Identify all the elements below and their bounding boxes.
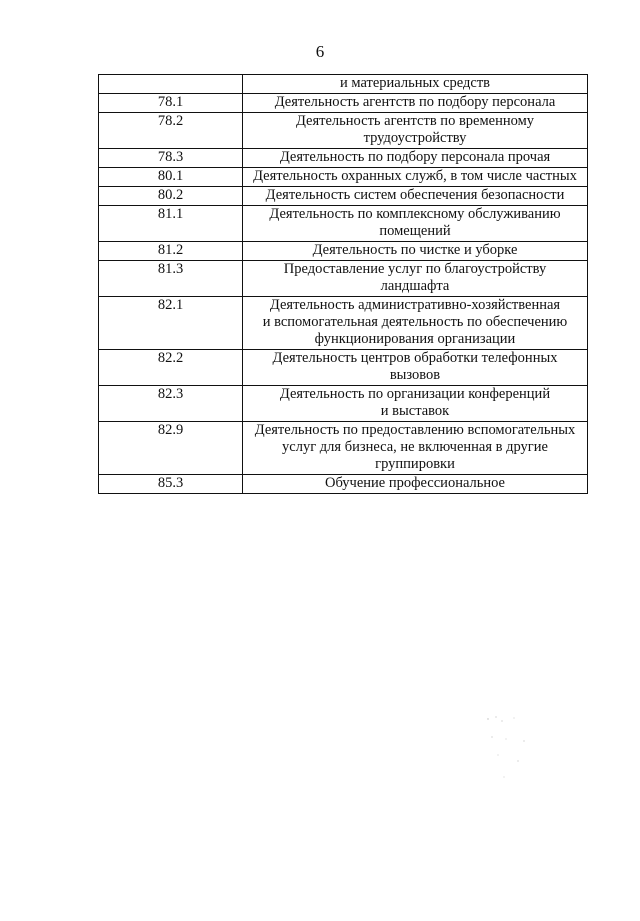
table-row (99, 94, 588, 113)
activity-description-cell: Деятельность по организации конференций и выставок (243, 386, 588, 422)
activity-description-cell: Деятельность агентств по временному трудоустройству (243, 113, 588, 149)
table-row (99, 475, 588, 494)
activity-description-cell: Деятельность по предоставлению вспомогательных услуг для бизнеса, не включенная в другие группировки (243, 422, 588, 475)
activity-description-cell: и материальных средств (243, 75, 588, 94)
activity-code-cell: 81.1 (99, 206, 243, 242)
page-number: 6 (315, 42, 325, 61)
table-row (99, 350, 588, 386)
table-row (99, 113, 588, 149)
table-row (99, 242, 588, 261)
activity-description-cell: Деятельность по комплексному обслуживанию помещений (243, 206, 588, 242)
activity-code-cell: 78.2 (99, 113, 243, 149)
activity-description-cell: Деятельность административно-хозяйственная и вспомогательная деятельность по обеспечению функционирования организации (243, 297, 588, 350)
activity-code-cell: 82.9 (99, 422, 243, 475)
table-row (99, 206, 588, 242)
activity-description-cell: Деятельность центров обработки телефонных вызовов (243, 350, 588, 386)
table-row (99, 187, 588, 206)
activity-description-cell: Деятельность систем обеспечения безопасности (243, 187, 588, 206)
activity-code-cell: 78.3 (99, 149, 243, 168)
activity-codes-table (98, 74, 588, 494)
table-row (99, 422, 588, 475)
activity-code-cell: 82.2 (99, 350, 243, 386)
table-row (99, 149, 588, 168)
activity-code-cell: 82.1 (99, 297, 243, 350)
table-row (99, 386, 588, 422)
activity-description-cell: Деятельность охранных служб, в том числе частных (243, 168, 588, 187)
table-row (99, 168, 588, 187)
activity-description-cell: Обучение профессиональное (243, 475, 588, 494)
scan-specks (480, 715, 540, 785)
activity-code-cell: 82.3 (99, 386, 243, 422)
activity-description-cell: Деятельность по чистке и уборке (243, 242, 588, 261)
activity-description-cell: Деятельность агентств по подбору персонала (243, 94, 588, 113)
activity-code-cell: 81.2 (99, 242, 243, 261)
activity-code-cell: 80.1 (99, 168, 243, 187)
activity-code-cell: 80.2 (99, 187, 243, 206)
table-row (99, 261, 588, 297)
activity-code-cell: 78.1 (99, 94, 243, 113)
activity-code-cell: 85.3 (99, 475, 243, 494)
table-row (99, 75, 588, 94)
table-row (99, 297, 588, 350)
activity-description-cell: Деятельность по подбору персонала прочая (243, 149, 588, 168)
activity-code-cell (99, 75, 243, 94)
activity-code-cell: 81.3 (99, 261, 243, 297)
activity-description-cell: Предоставление услуг по благоустройству ландшафта (243, 261, 588, 297)
